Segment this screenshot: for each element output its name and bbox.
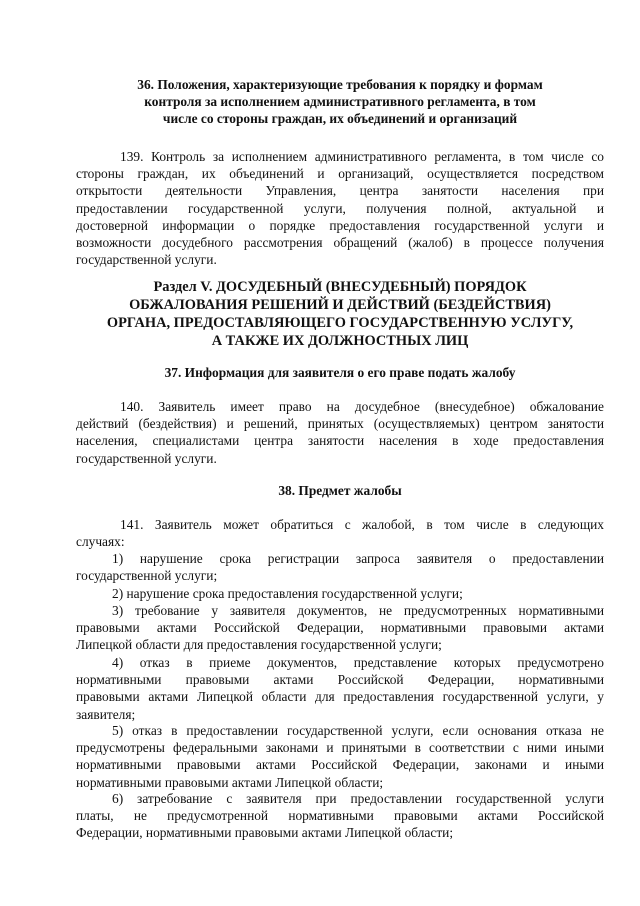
list-item-line: правовыми актами Российской Федерации, нормативными правовыми актами xyxy=(76,620,604,636)
paragraph-line: открытости деятельности Управления, центра занятости населения при xyxy=(76,183,604,199)
list-item-line: нормативными правовыми актами Липецкой области; xyxy=(76,774,384,790)
paragraph-140 xyxy=(76,398,604,467)
heading-37 xyxy=(80,364,600,381)
list-item-line: 6) затребование с заявителя при предоставлении государственной услуги xyxy=(112,791,604,806)
list-item-line: государственной услуги; xyxy=(76,568,218,584)
list-item-line: 1) нарушение срока регистрации запроса заявителя о предоставлении xyxy=(112,551,604,566)
list-item-line: 5) отказ в предоставлении государственной услуги, если основания отказа не xyxy=(112,723,604,738)
paragraph-139 xyxy=(76,148,604,268)
list-item-4 xyxy=(76,654,604,723)
list-item-1 xyxy=(76,550,604,584)
section-title-line: Раздел V. ДОСУДЕБНЫЙ (ВНЕСУДЕБНЫЙ) ПОРЯДОК xyxy=(153,279,527,295)
list-item-line: Липецкой области для предоставления государственной услуги; xyxy=(76,637,442,653)
paragraph-line: 141. Заявитель может обратиться с жалобой, в том числе в следующих xyxy=(120,517,604,532)
paragraph-line: стороны граждан, их объединений и организаций, осуществляется посредством xyxy=(76,166,604,182)
list-item-2 xyxy=(76,585,604,602)
paragraph-line: населения, специалистами центра занятости населения в ходе предоставления xyxy=(76,433,604,449)
list-item-5 xyxy=(76,722,604,791)
paragraph-line: возможности досудебного рассмотрения обращений (жалоб) в процессе получения xyxy=(76,235,604,251)
list-item-line: Федерации, нормативными правовыми актами Липецкой области; xyxy=(76,825,454,841)
list-item-3 xyxy=(76,602,604,654)
heading-38 xyxy=(80,482,600,499)
section-title-line: ОБЖАЛОВАНИЯ РЕШЕНИЙ И ДЕЙСТВИЙ (БЕЗДЕЙСТВИЯ) xyxy=(129,297,551,313)
list-item-line: 2) нарушение срока предоставления государственной услуги; xyxy=(112,586,463,601)
paragraph-line: предоставлении государственной услуги, получения полной, актуальной и xyxy=(76,200,604,216)
heading-line: числе со стороны граждан, их объединений и организаций xyxy=(162,111,518,127)
list-item-line: правовыми актами Липецкой области для предоставления государственной услуги, у xyxy=(76,689,604,705)
section-title-line: ОРГАНА, ПРЕДОСТАВЛЯЮЩЕГО ГОСУДАРСТВЕННУЮ УСЛУГУ, xyxy=(106,315,574,331)
list-item-line: 3) требование у заявителя документов, не предусмотренных нормативными xyxy=(112,603,604,618)
list-item-line: заявителя; xyxy=(76,706,136,722)
list-item-6 xyxy=(76,790,604,842)
paragraph-line: государственной услуги. xyxy=(76,450,217,466)
heading-36 xyxy=(80,76,600,128)
paragraph-141 xyxy=(76,516,604,550)
section-5-title xyxy=(80,278,600,350)
heading-line: 38. Предмет жалобы xyxy=(278,483,402,498)
paragraph-line: действий (бездействия) и решений, принятых (осуществляемых) центром занятости xyxy=(76,416,604,432)
paragraph-line: 140. Заявитель имеет право на досудебное (внесудебное) обжалование xyxy=(120,399,604,414)
list-item-line: предусмотрены федеральными законами и принятыми в соответствии с ними иными xyxy=(76,740,604,756)
heading-line: 37. Информация для заявителя о его праве подать жалобу xyxy=(164,365,516,380)
paragraph-line: государственной услуги. xyxy=(76,252,217,268)
section-title-line: А ТАКЖЕ ИХ ДОЛЖНОСТНЫХ ЛИЦ xyxy=(211,333,469,349)
heading-line: контроля за исполнением административного регламента, в том xyxy=(144,94,536,110)
list-item-line: 4) отказ в приеме документов, представление которых предусмотрено xyxy=(112,655,604,670)
list-item-line: нормативными правовыми актами Российской Федерации, нормативными xyxy=(76,672,604,688)
paragraph-line: 139. Контроль за исполнением административного регламента, в том числе со xyxy=(120,149,604,164)
list-item-line: нормативными правовыми актами Российской Федерации, законами и иными xyxy=(76,757,604,773)
list-item-line: платы, не предусмотренной нормативными правовыми актами Российской xyxy=(76,808,604,824)
heading-line: 36. Положения, характеризующие требования к порядку и формам xyxy=(137,77,543,92)
paragraph-line: случаях: xyxy=(76,534,125,550)
paragraph-line: достоверной информации о порядке предоставления государственной услуги и xyxy=(76,217,604,233)
